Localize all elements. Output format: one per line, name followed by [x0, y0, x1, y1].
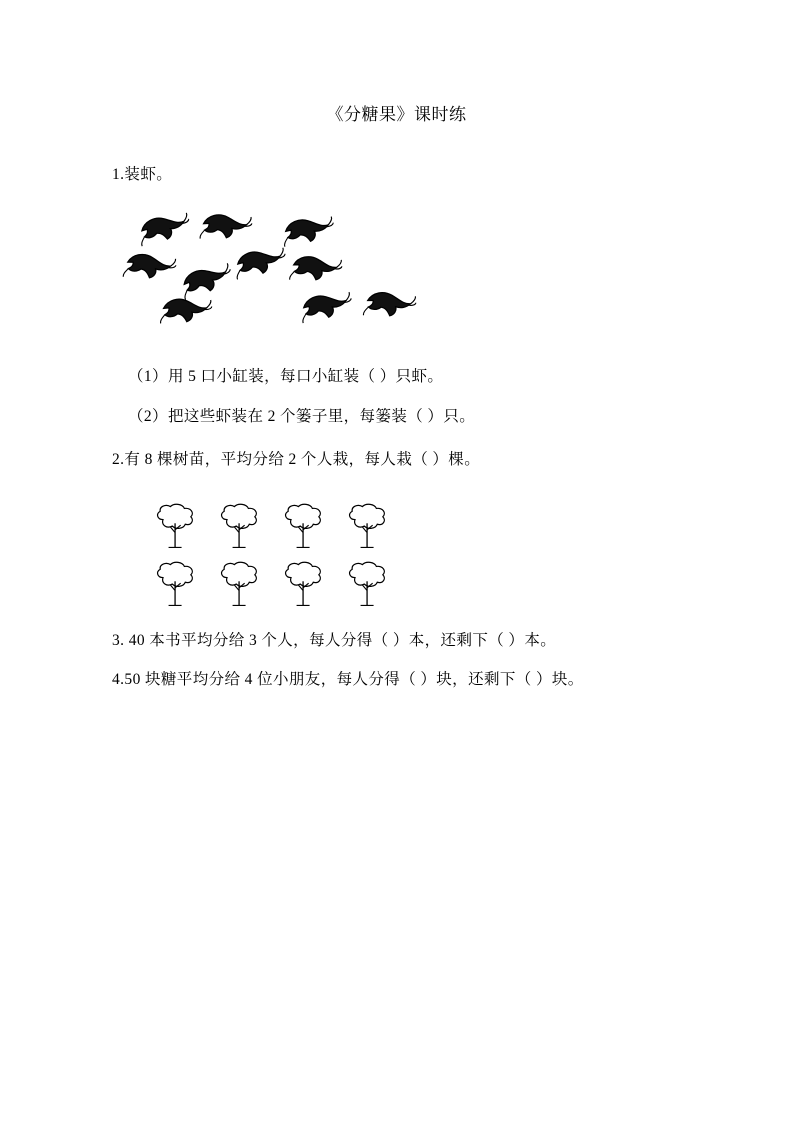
shrimp-icon [134, 207, 192, 248]
shrimp-icon [157, 290, 213, 328]
shrimp-icon [360, 282, 419, 324]
shrimp-icon [230, 242, 287, 281]
shrimp-icon [286, 247, 344, 288]
tree-icon [150, 559, 202, 611]
tree-icon [342, 559, 394, 611]
question-1-part-b: （2）把这些虾装在 2 个篓子里，每篓装（ ）只。 [128, 407, 476, 425]
question-1-part-a: （1）用 5 口小缸装，每口小缸装（ ）只虾。 [128, 368, 444, 386]
tree-icon [278, 501, 330, 553]
page-title: 《分糖果》课时练 [326, 105, 467, 124]
shrimp-icon [279, 210, 335, 248]
shrimp-icon [297, 286, 354, 325]
tree-illustration [132, 501, 472, 611]
tree-row [132, 559, 472, 611]
question-3: 3. 40 本书平均分给 3 个人，每人分得（ ）本，还剩下（ ）本。 [112, 632, 557, 649]
tree-icon [278, 559, 330, 611]
question-1: 1.装虾。 [112, 166, 173, 183]
tree-icon [150, 501, 202, 553]
tree-row [132, 501, 472, 553]
tree-icon [214, 501, 266, 553]
question-4: 4.50 块糖平均分给 4 位小朋友，每人分得（ ）块，还剩下（ ）块。 [112, 671, 584, 689]
shrimp-illustration [122, 208, 552, 343]
question-2: 2.有 8 棵树苗，平均分给 2 个人栽，每人栽（ ）棵。 [112, 450, 481, 468]
tree-icon [214, 559, 266, 611]
shrimp-icon [119, 244, 178, 287]
shrimp-icon [196, 206, 253, 245]
tree-icon [342, 501, 394, 553]
